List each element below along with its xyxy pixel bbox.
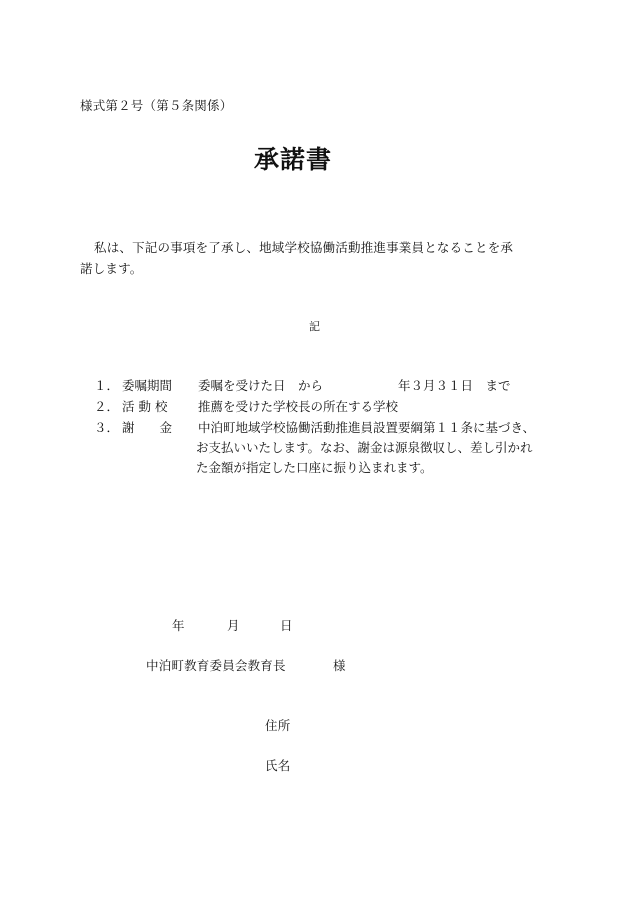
item-number: １．	[94, 378, 120, 393]
intro-line-2: 諾します。	[80, 261, 143, 276]
item-term	[94, 376, 511, 394]
name-label: 氏名	[265, 758, 291, 773]
addressee-name: 中泊町教育委員会教育長	[146, 658, 286, 673]
date-day: 日	[280, 618, 293, 633]
item-text: 推薦を受けた学校長の所在する学校	[198, 399, 399, 414]
item-honorarium	[94, 418, 535, 436]
ki-marker: 記	[309, 320, 320, 333]
item-label: 活 動 校	[122, 399, 168, 414]
form-number: 様式第２号（第５条関係）	[80, 98, 233, 113]
item-text: 中泊町地域学校協働活動推進員設置要綱第１１条に基づき、	[198, 420, 536, 435]
item-label: 委嘱期間	[122, 378, 173, 393]
document-title: 承諾書	[254, 145, 333, 174]
address-label: 住所	[265, 718, 291, 733]
item-school	[94, 397, 398, 415]
item-text: 委嘱を受けた日 から 年３月３１日 まで	[198, 378, 511, 393]
item-number: ３．	[94, 420, 120, 435]
item-text-continued: た金額が指定した口座に振り込まれます。	[196, 460, 433, 475]
item-text-continued: お支払いいたします。なお、謝金は源泉徴収し、差し引かれ	[196, 440, 533, 455]
intro-line-1: 私は、下記の事項を了承し、地域学校協働活動推進事業員となることを承	[94, 240, 514, 255]
item-number: ２．	[94, 399, 120, 414]
date-month: 月	[227, 618, 240, 633]
addressee-honorific: 様	[333, 658, 346, 673]
item-label: 謝 金	[122, 420, 173, 435]
date-year: 年	[172, 618, 185, 633]
